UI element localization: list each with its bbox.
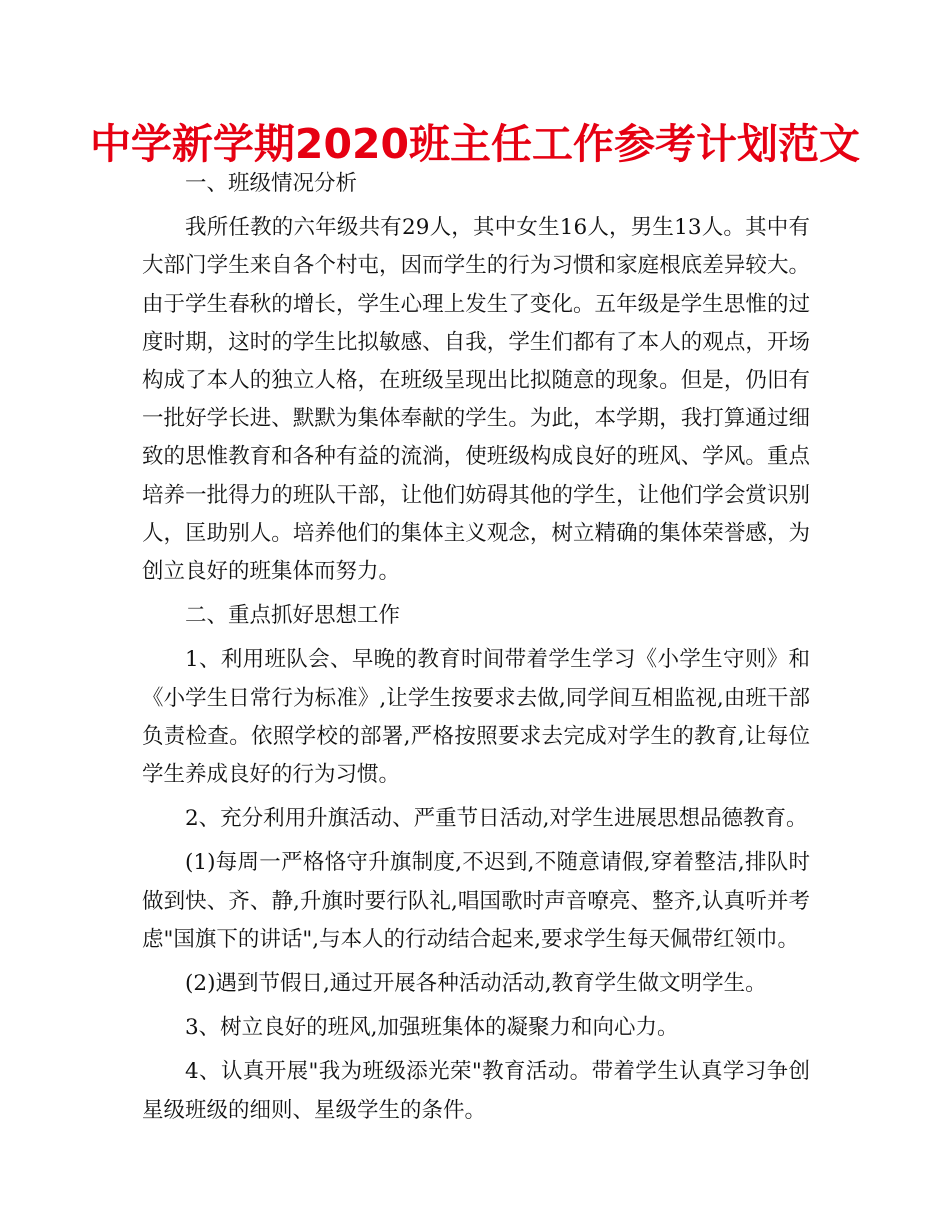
section-heading-class-situation: 一、班级情况分析 — [185, 171, 358, 196]
paragraph-item-4: 4、认真开展"我为班级添光荣"教育活动。带着学生认真学习争创星级班级的细则、星级学生的条件。 — [142, 1059, 810, 1123]
paragraph-subitem-2: (2)遇到节假日,通过开展各种活动活动,教育学生做文明学生。 — [185, 971, 767, 997]
paragraph-item-1: 1、利用班队会、早晚的教育时间带着学生学习《小学生守则》和《小学生日常行为标准》,让学生按要求去做,同学间互相监视,由班干部负责检查。依照学校的部署,严格按照要求去完成对学生的教育,让每位学生养成良好的行为习惯。 — [142, 647, 810, 788]
document-body — [142, 165, 810, 1130]
paragraph-item-2: 2、充分利用升旗活动、严重节日活动,对学生进展思想品德教育。 — [185, 806, 808, 832]
section-heading-ideology-work: 二、重点抓好思想工作 — [185, 603, 401, 629]
paragraph-class-analysis: 我所任教的六年级共有29人，其中女生16人，男生13人。其中有大部门学生来自各个村屯，因而学生的行为习惯和家庭根底差异较大。由于学生春秋的增长，学生心理上发生了变化。五年级是学生思惟的过度时期，这时的学生比拟敏感、自我，学生们都有了本人的观点，开场构成了本人的独立人格，在班级呈现出比拟随意的现象。但是，仍旧有一批好学长进、默默为集体奉献的学生。为此，本学期，我打算通过细致的思惟教育和各种有益的流淌，使班级构成良好的班风、学风。重点培养一批得力的班队干部，让他们妨碍其他的学生，让他们学会赏识别人，匡助别人。培养他们的集体主义观念，树立精确的集体荣誉感，为创立良好的班集体而努力。 — [142, 215, 810, 585]
paragraph-subitem-1: (1)每周一严格恪守升旗制度,不迟到,不随意请假,穿着整洁,排队时做到快、齐、静,升旗时要行队礼,唱国歌时声音嘹亮、整齐,认真听并考虑"国旗下的讲话",与本人的行动结合起来,要求学生每天佩带红领巾。 — [142, 850, 810, 952]
paragraph-item-3: 3、树立良好的班风,加强班集体的凝聚力和向心力。 — [185, 1015, 679, 1041]
document-title: 中学新学期2020班主任工作参考计划范文 — [89, 120, 861, 168]
